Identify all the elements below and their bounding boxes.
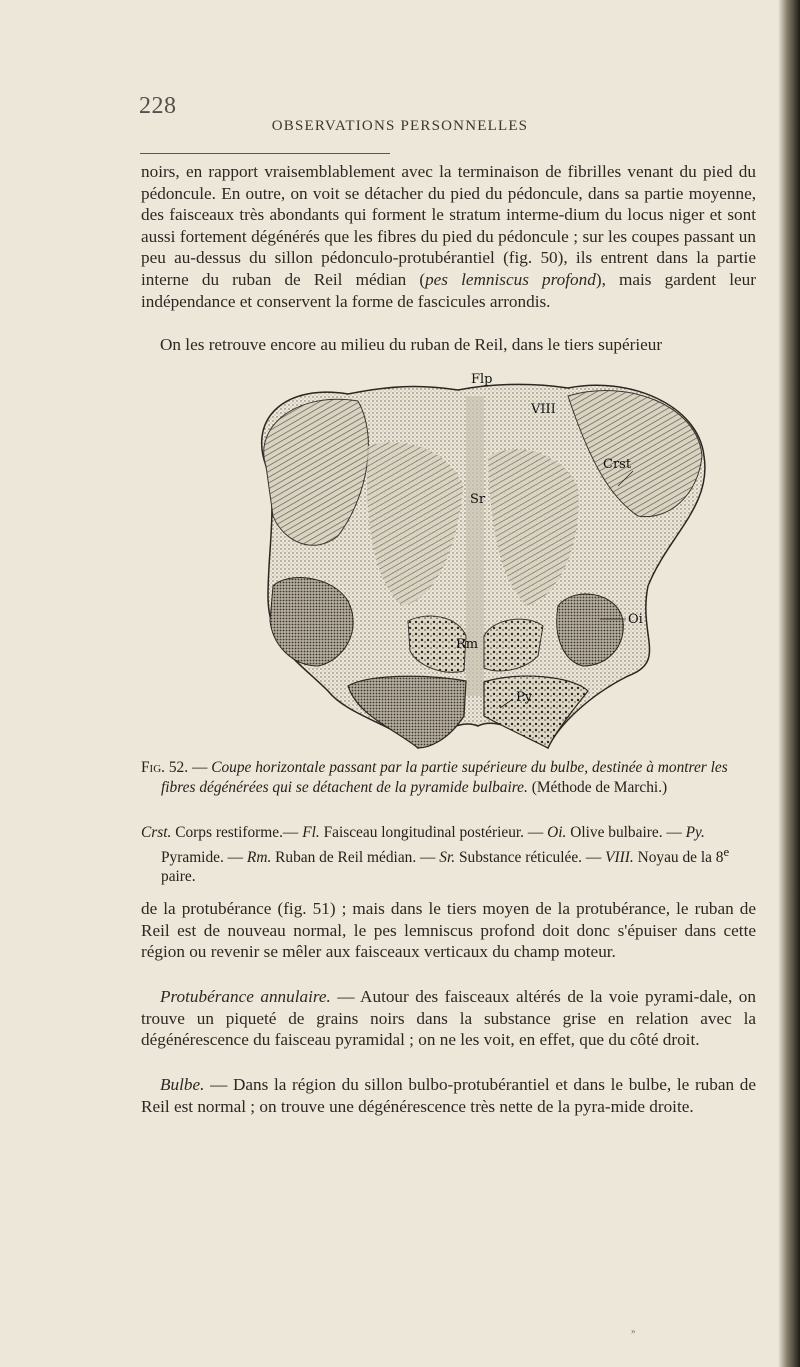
figure-label-sr: Sr bbox=[470, 492, 486, 507]
page-edge-shadow bbox=[778, 0, 800, 1367]
legend-viii-sup: e bbox=[723, 844, 730, 859]
legend-crst-abbr: Crst. bbox=[141, 824, 172, 841]
paragraph-1-text-b: ), mais gardent leur indépendance et conservent la forme de fascicules arrondis. bbox=[141, 269, 757, 311]
figure-caption bbox=[141, 758, 761, 797]
legend-crst-text: Corps restiforme.— bbox=[171, 824, 303, 841]
legend-rm-abbr: Rm. bbox=[246, 848, 272, 866]
legend-viii-end: paire. bbox=[161, 868, 196, 886]
figure-label-rm: Rm bbox=[456, 637, 479, 652]
legend-py-text: Pyramide. — bbox=[161, 848, 247, 866]
paragraph-4 bbox=[141, 986, 756, 1051]
legend-viii-text: Noyau de la 8 bbox=[633, 848, 724, 866]
paragraph-5-text: — Dans la région du sillon bulbo-protubérantiel et dans le bulbe, le ruban de Reil est normal ; on trouve une dégénérescence très nette de la pyra-mide droite. bbox=[141, 1075, 756, 1116]
legend-sr-text: Substance réticulée. — bbox=[455, 848, 606, 866]
figure-legend bbox=[141, 823, 761, 887]
figure-number: Fig. 52. bbox=[141, 759, 189, 776]
caption-method: (Méthode de Marchi.) bbox=[527, 778, 668, 796]
paragraph-1-text-a: noirs, en rapport vraisemblablement avec la terminaison de fibrilles venant du pied du pédoncule. En outre, on voit se détacher du pied du pédoncule, dans sa partie moyenne, des faisceaux très abondants qui forment le stratum interme-dium du locus niger et sont aussi fortement dégénérés que les fibres du pied du pédoncule ; sur les coupes passant un peu au-dessus du sillon pédonculo-protubérantiel (fig. 50), ils entrent dans la partie interne du ruban de Reil médian ( bbox=[141, 162, 756, 289]
paragraph-5-label: Bulbe. bbox=[160, 1075, 205, 1094]
paragraph-1-italic: pes lemniscus profond bbox=[425, 269, 596, 289]
legend-rm-text: Ruban de Reil médian. — bbox=[271, 848, 440, 866]
figure-label-viii: VIII bbox=[531, 402, 556, 417]
paragraph-4-text: — Autour des faisceaux altérés de la voie pyrami-dale, on trouve un piqueté de grains noirs dans la substance grise en relation avec la dégénérescence du faisceau pyramidal ; on ne les voit, en effet, que du côté droit. bbox=[141, 987, 756, 1050]
footer-mark: » bbox=[631, 1326, 636, 1336]
paragraph-2: On les retrouve encore au milieu du ruban de Reil, dans le tiers supérieur bbox=[160, 335, 663, 354]
legend-sr-abbr: Sr. bbox=[439, 848, 456, 866]
paragraph-3: de la protubérance (fig. 51) ; mais dans le tiers moyen de la protubérance, le ruban de Reil est de nouveau normal, le pes lemniscus profond doit donc s'épuiser dans cette région ou revenir se mêler aux faisceaux verticaux du champ moteur. bbox=[141, 899, 756, 962]
paragraph-4-label: Protubérance annulaire. bbox=[160, 987, 331, 1006]
figure-52 bbox=[228, 356, 728, 751]
caption-dash: — bbox=[188, 759, 212, 776]
figure-label-oi: Oi bbox=[628, 612, 643, 627]
left-pyramid bbox=[348, 676, 466, 748]
paragraph-5 bbox=[141, 1074, 756, 1117]
legend-fl-text: Faisceau longitudinal postérieur. — bbox=[319, 824, 548, 841]
running-head: OBSERVATIONS PERSONNELLES bbox=[271, 118, 529, 134]
caption-title: Coupe horizontale passant par la partie supérieure du bulbe, destinée à montrer les fibres dégénérées qui se détachent de la pyramide bulbaire. bbox=[161, 759, 728, 796]
legend-oi-abbr: Oi. bbox=[547, 824, 567, 841]
page-number: 228 bbox=[139, 93, 177, 119]
header-rule bbox=[140, 153, 390, 154]
figure-label-py: Py bbox=[516, 690, 533, 705]
paragraph-1 bbox=[141, 161, 756, 312]
figure-label-flp: Flp bbox=[471, 372, 493, 387]
figure-label-crst: Crst bbox=[603, 457, 632, 472]
legend-viii-abbr: VIII. bbox=[605, 848, 634, 866]
legend-oi-text: Olive bulbaire. — bbox=[566, 824, 686, 841]
legend-py-abbr: Py. bbox=[685, 824, 705, 841]
figure-52-illustration bbox=[228, 356, 728, 751]
legend-fl-abbr: Fl. bbox=[302, 824, 320, 841]
